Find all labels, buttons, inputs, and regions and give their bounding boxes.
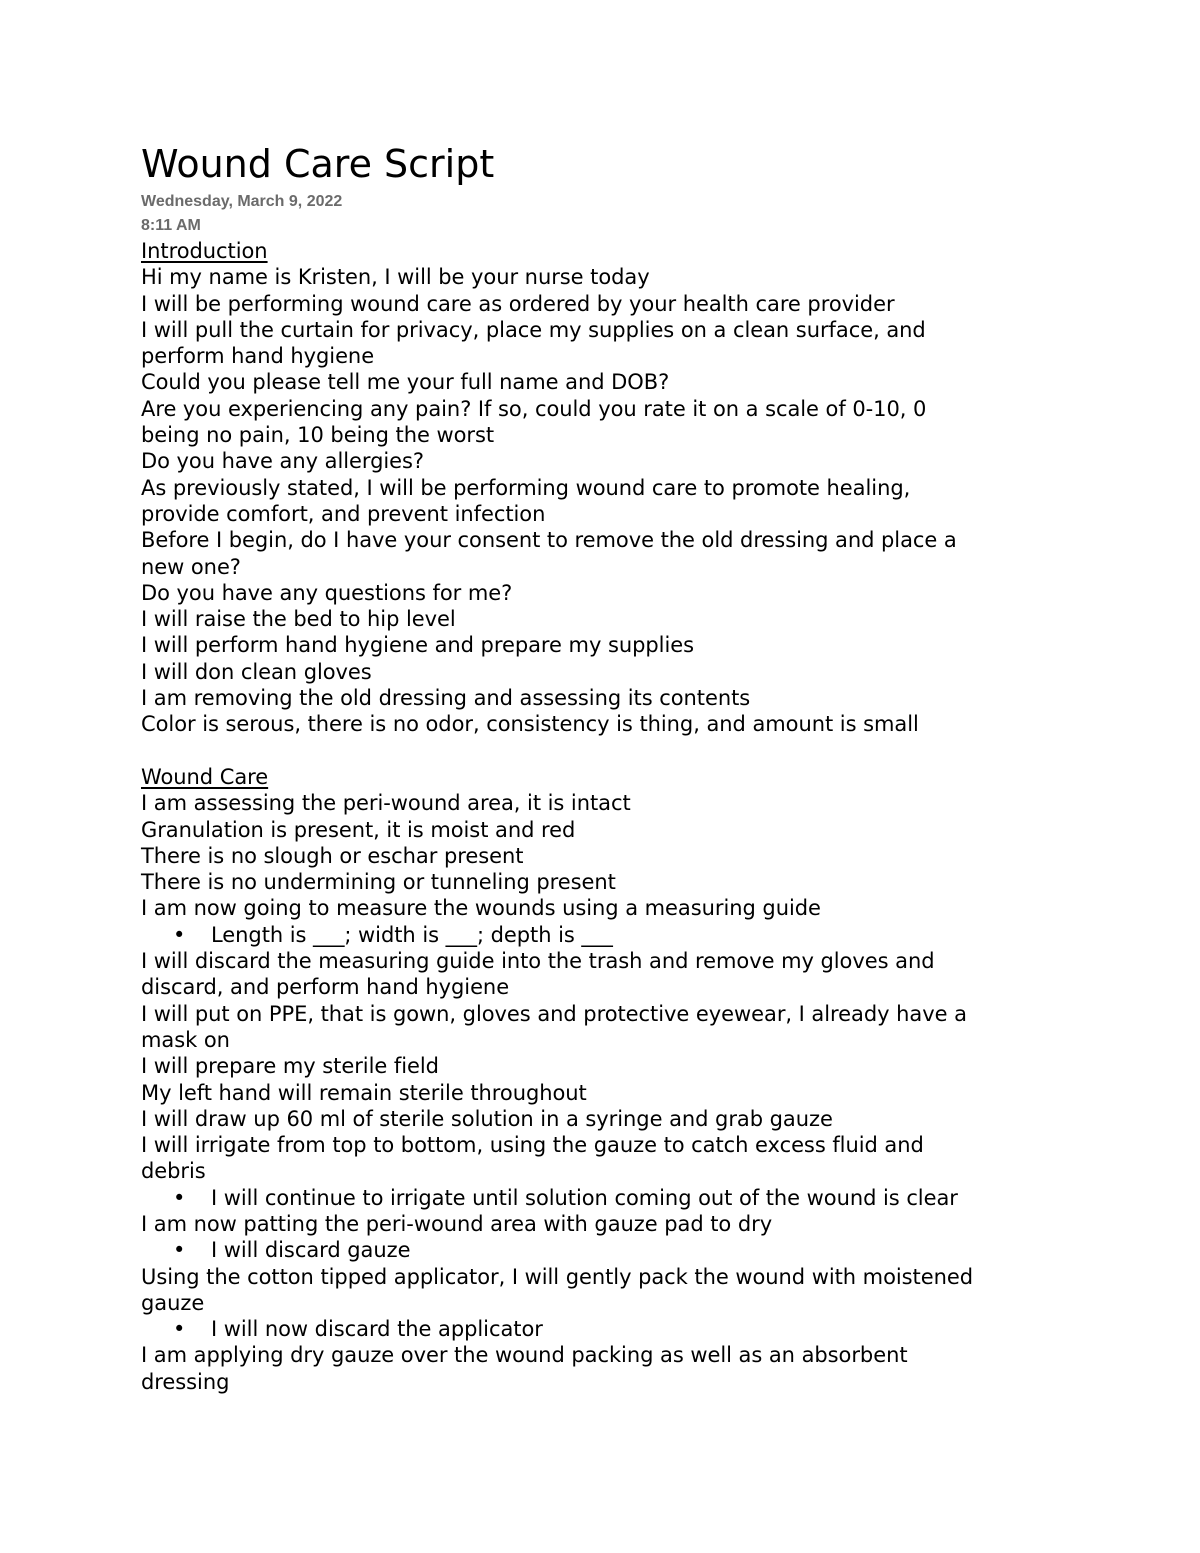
blank-line [141,738,1061,764]
body-line: There is no undermining or tunneling present [141,870,616,895]
bullet-text: I will now discard the applicator [211,1317,543,1342]
document-date: Wednesday, March 9, 2022 [141,193,343,210]
bullet-item [141,1185,1061,1211]
body-line: I will prepare my sterile field [141,1054,439,1079]
body-line: gauze [141,1290,205,1315]
body-line: I will raise the bed to hip level [141,607,456,632]
body-line: I will pull the curtain for privacy, place my supplies on a clean surface, and [141,317,926,342]
document-body [141,238,1061,1395]
body-line: As previously stated, I will be performing wound care to promote healing, [141,475,911,500]
body-line: I am removing the old dressing and assessing its contents [141,686,751,711]
body-line: perform hand hygiene [141,344,375,369]
body-line: Could you please tell me your full name and DOB? [141,370,670,395]
body-line: I am now patting the peri-wound area with gauze pad to dry [141,1211,773,1236]
document-page [141,138,1061,1395]
body-line: Color is serous, there is no odor, consistency is thing, and amount is small [141,712,919,737]
body-line: I will discard the measuring guide into the trash and remove my gloves and [141,949,935,974]
body-line: Hi my name is Kristen, I will be your nurse today [141,265,650,290]
section-heading-wound-care: Wound Care [141,764,269,789]
body-line: I will be performing wound care as ordered by your health care provider [141,291,895,316]
body-line: Do you have any questions for me? [141,580,513,605]
body-line: Are you experiencing any pain? If so, could you rate it on a scale of 0-10, 0 [141,396,927,421]
bullet-text: Length is ___; width is ___; depth is ___ [211,922,613,947]
bullet-icon: • [173,922,186,947]
body-line: I am assessing the peri-wound area, it is intact [141,791,631,816]
bullet-text: I will continue to irrigate until solution coming out of the wound is clear [211,1185,958,1210]
body-line: I am applying dry gauze over the wound packing as well as an absorbent [141,1343,908,1368]
body-line: being no pain, 10 being the worst [141,423,495,448]
body-line: discard, and perform hand hygiene [141,975,510,1000]
body-line: I will draw up 60 ml of sterile solution in a syringe and grab gauze [141,1106,833,1131]
body-line: There is no slough or eschar present [141,843,524,868]
body-line: new one? [141,554,241,579]
bullet-icon: • [173,1238,186,1263]
body-line: provide comfort, and prevent infection [141,501,546,526]
body-line: Before I begin, do I have your consent to remove the old dressing and place a [141,528,957,553]
body-line: dressing [141,1369,230,1394]
bullet-item [141,1316,1061,1342]
body-line: Using the cotton tipped applicator, I will gently pack the wound with moistened [141,1264,974,1289]
body-line: mask on [141,1027,230,1052]
bullet-text: I will discard gauze [211,1238,411,1263]
body-line: Do you have any allergies? [141,449,425,474]
document-time: 8:11 AM [141,217,201,234]
section-heading-introduction: Introduction [141,239,268,263]
body-line: I will irrigate from top to bottom, using the gauze to catch excess fluid and [141,1133,924,1158]
bullet-item [141,922,1061,948]
body-line: I will put on PPE, that is gown, gloves and protective eyewear, I already have a [141,1001,967,1026]
bullet-icon: • [173,1317,186,1342]
body-line: My left hand will remain sterile throughout [141,1080,587,1105]
body-line: Granulation is present, it is moist and red [141,817,576,842]
body-line: I am now going to measure the wounds using a measuring guide [141,896,821,921]
bullet-icon: • [173,1185,186,1210]
page-title: Wound Care Script [141,142,495,186]
bullet-item [141,1237,1061,1263]
body-line: debris [141,1159,206,1184]
body-line: I will don clean gloves [141,659,372,684]
body-line: I will perform hand hygiene and prepare my supplies [141,633,694,658]
